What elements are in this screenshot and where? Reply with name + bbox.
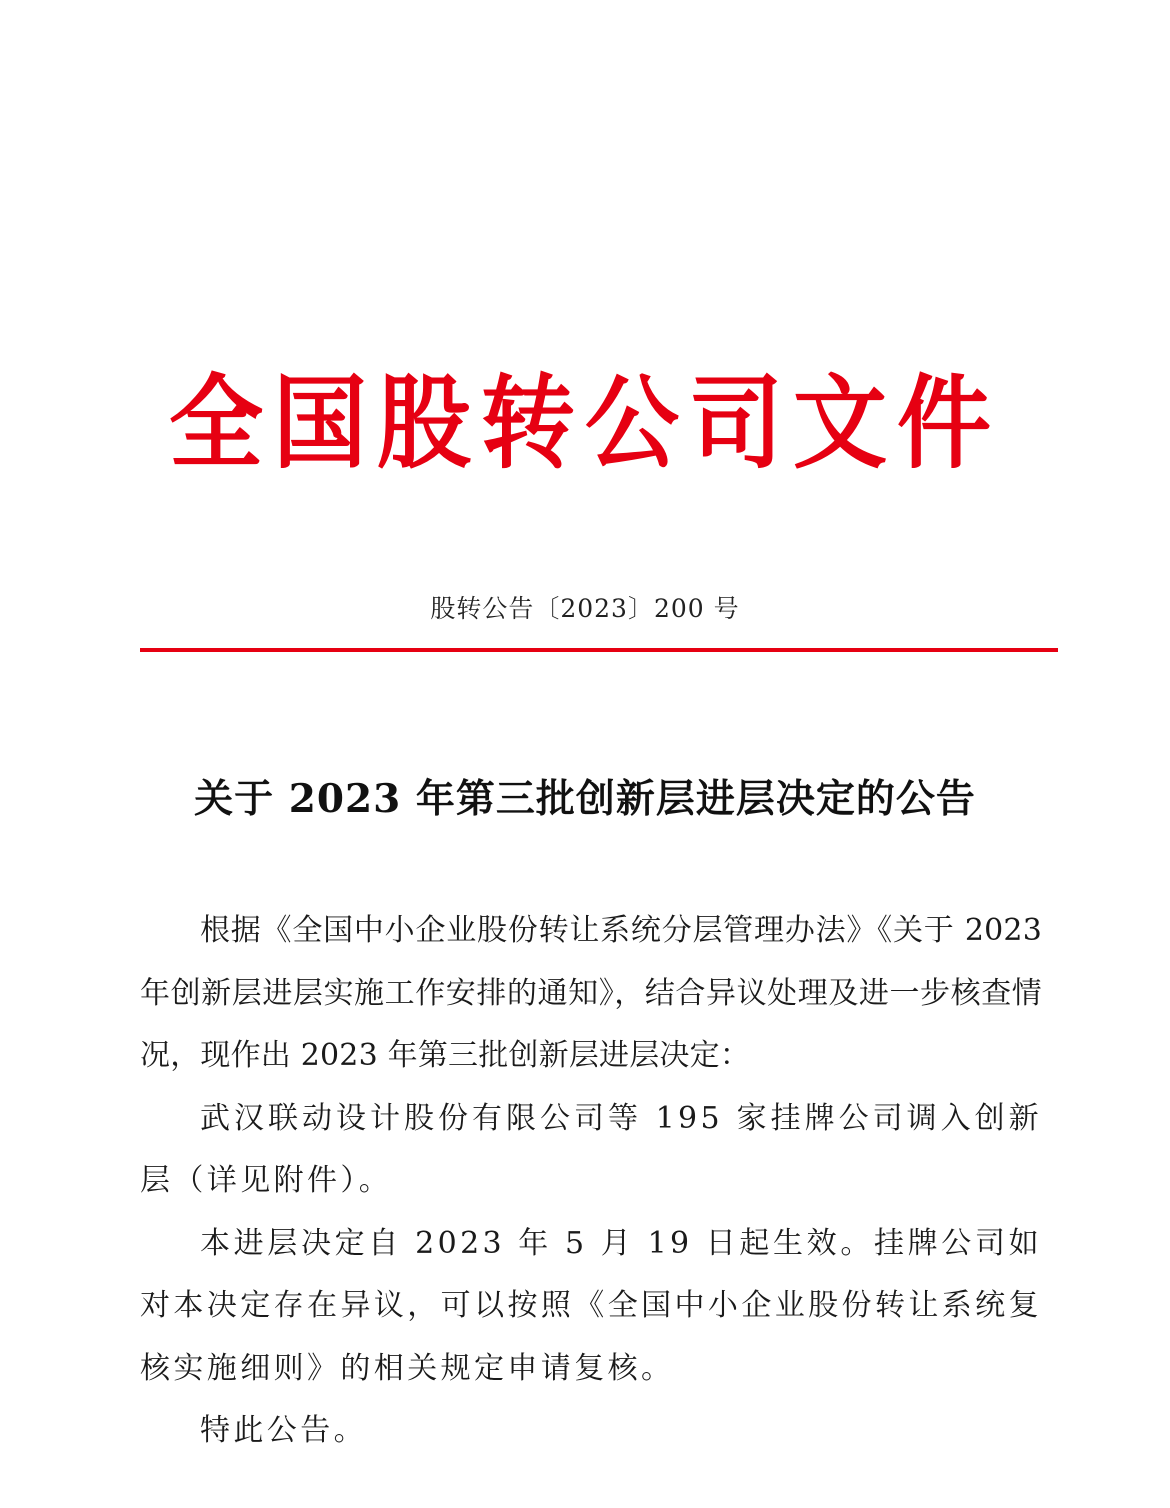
paragraph-decision: 武汉联动设计股份有限公司等 195 家挂牌公司调入创新层（详见附件）。 <box>140 1100 1042 1198</box>
paragraph-closing: 特此公告。 <box>200 1413 367 1448</box>
red-divider-line <box>140 648 1058 652</box>
document-number: 股转公告〔2023〕200 号 <box>430 594 740 623</box>
paragraph-basis: 根据《全国中小企业股份转让系统分层管理办法》《关于 2023 年创新层进层实施工作安排的通知》，结合异议处理及进一步核查情况，现作出 2023 年第三批创新层进层决定： <box>140 913 1042 1073</box>
paragraph-effective-date: 本进层决定自 2023 年 5 月 19 日起生效。挂牌公司如对本决定存在异议，可以按照《全国中小企业股份转让系统复核实施细则》的相关规定申请复核。 <box>140 1225 1042 1386</box>
announcement-body <box>140 900 1042 1463</box>
masthead-title: 全国股转公司文件 <box>168 365 1001 484</box>
announcement-title: 关于 2023 年第三批创新层进层决定的公告 <box>194 776 976 822</box>
